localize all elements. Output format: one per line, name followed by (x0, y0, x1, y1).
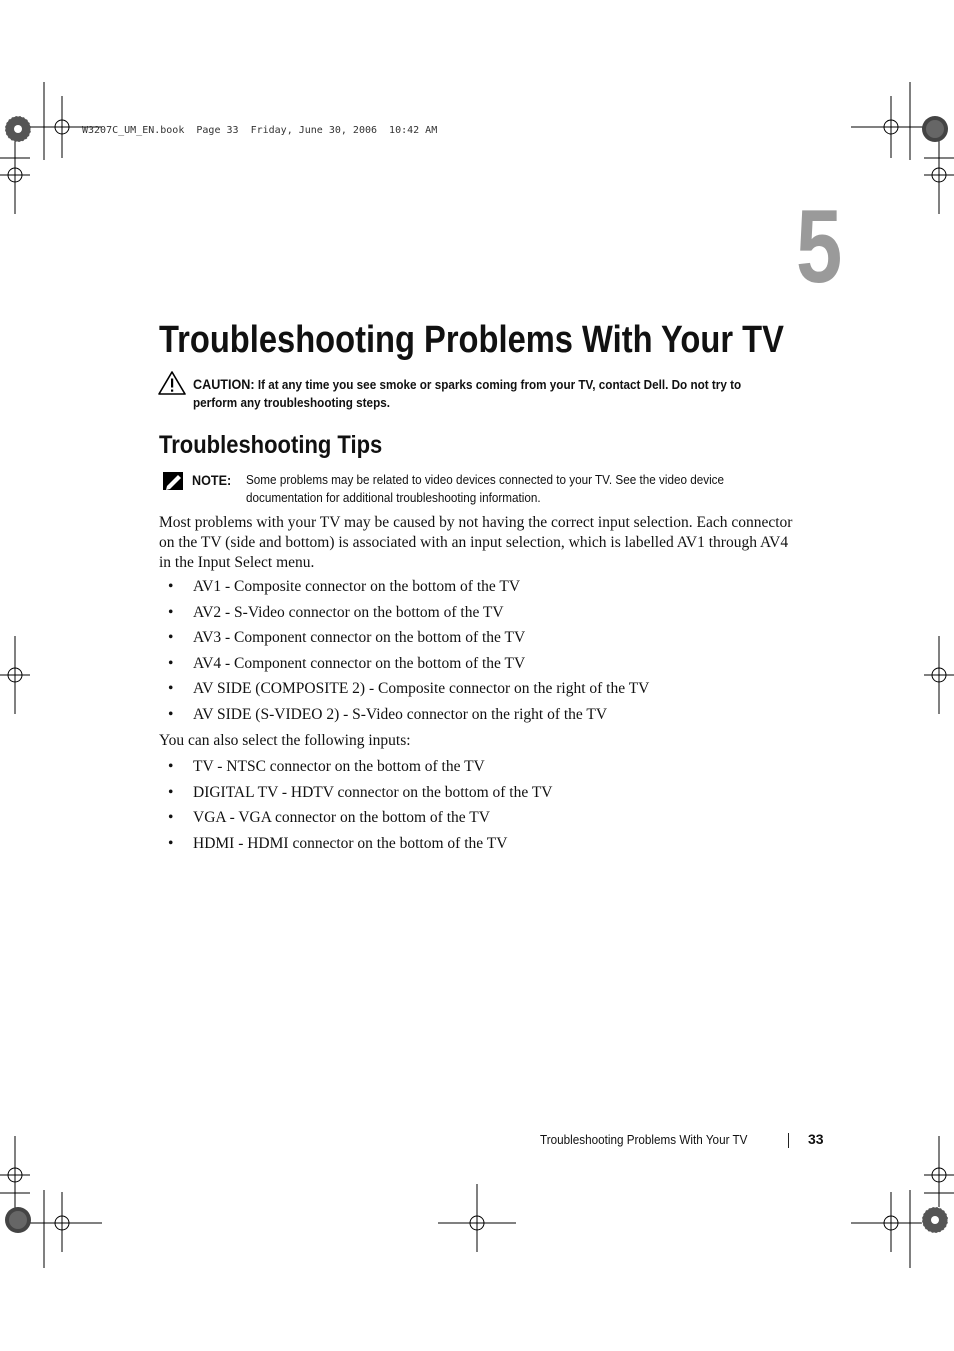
list-item: • TV - NTSC connector on the bottom of the TV (159, 757, 553, 783)
page-title: Troubleshooting Problems With Your TV (159, 319, 784, 361)
footer-divider (788, 1133, 789, 1148)
list-item: • AV2 - S-Video connector on the bottom of the TV (159, 603, 649, 629)
list-item: • AV SIDE (S-VIDEO 2) - S-Video connector on the right of the TV (159, 705, 649, 731)
list-item: • AV SIDE (COMPOSITE 2) - Composite connector on the right of the TV (159, 679, 649, 705)
caution-notice (193, 375, 769, 412)
list-item: • AV4 - Component connector on the bottom of the TV (159, 654, 649, 680)
list-item: • HDMI - HDMI connector on the bottom of the TV (159, 834, 553, 860)
note-label: NOTE: (192, 472, 232, 488)
section-heading: Troubleshooting Tips (159, 431, 383, 459)
list-item: • AV3 - Component connector on the bottom of the TV (159, 628, 649, 654)
caution-label: CAUTION: (193, 376, 255, 392)
other-inputs-list (159, 757, 553, 859)
also-select-text: You can also select the following inputs: (159, 732, 411, 749)
list-item: • DIGITAL TV - HDTV connector on the bottom of the TV (159, 783, 553, 809)
footer-running-title: Troubleshooting Problems With Your TV (540, 1132, 748, 1147)
page-number: 33 (808, 1131, 824, 1147)
input-list (159, 577, 649, 731)
note-text: Some problems may be related to video devices connected to your TV. See the video device documentation for additional troubleshooting information. (246, 472, 725, 505)
intro-paragraph: Most problems with your TV may be caused by not having the correct input selection. Each connector on the TV (side and bottom) is associated with an input selection, which is labelled AV1 through AV4 in the Input Select menu. (159, 514, 793, 571)
list-item: • VGA - VGA connector on the bottom of the TV (159, 808, 553, 834)
note-icon (163, 472, 183, 490)
caution-icon (159, 372, 185, 394)
print-slug: W3207C_UM_EN.book Page 33 Friday, June 30, 2006 10:42 AM (82, 125, 438, 136)
list-item: • AV1 - Composite connector on the bottom of the TV (159, 577, 649, 603)
caution-text: If at any time you see smoke or sparks coming from your TV, contact Dell. Do not try to perform any troubleshooting steps. (193, 377, 742, 410)
chapter-number: 5 (796, 189, 843, 305)
